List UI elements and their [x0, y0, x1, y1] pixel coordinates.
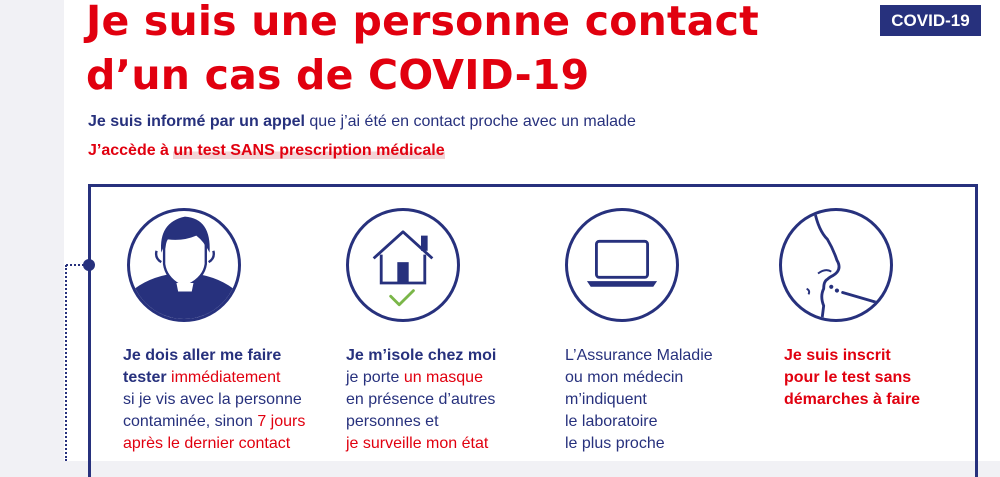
- caption-line: [123, 345, 305, 367]
- covid-badge: COVID-19: [880, 5, 981, 36]
- caption-line: [346, 389, 496, 411]
- caption-line: [123, 389, 305, 411]
- swab-dot: [829, 285, 833, 289]
- connector-dot: [83, 259, 95, 271]
- laptop-icon: [565, 208, 679, 322]
- person-neck: [175, 283, 194, 292]
- person-ear-right: [209, 251, 214, 262]
- caption-line: ou mon médecin: [565, 369, 684, 386]
- laptop-illustration: [568, 211, 676, 319]
- house-illustration: [349, 211, 457, 319]
- access-text: [88, 142, 445, 160]
- caption-text: contaminée, sinon: [123, 413, 258, 430]
- intro-rest: que j’ai été en contact proche avec un malade: [304, 113, 636, 130]
- house-icon: [346, 208, 460, 322]
- caption-text: je porte: [346, 369, 404, 386]
- step-caption-test: [123, 345, 305, 455]
- nose-swab-illustration: [782, 211, 890, 319]
- step-caption-isolate: [346, 345, 496, 455]
- person-illustration: [130, 211, 238, 319]
- title-line-2: d’un cas de COVID-19: [86, 51, 590, 99]
- caption-line: [346, 411, 496, 433]
- caption-line: Je suis inscrit: [784, 347, 891, 364]
- caption-line: le plus proche: [565, 435, 665, 452]
- laptop-base: [587, 281, 657, 287]
- green-check-icon: [391, 291, 414, 305]
- person-ear-left: [156, 251, 161, 262]
- laptop-screen: [596, 241, 647, 277]
- title-line-1: Je suis une personne contact: [86, 0, 759, 45]
- house-chimney: [421, 236, 428, 251]
- connector-line-vertical: [65, 265, 67, 461]
- caption-line: [123, 433, 305, 455]
- face-profile: [814, 211, 839, 319]
- person-icon: [127, 208, 241, 322]
- step-caption-laboratory: [565, 345, 713, 455]
- caption-text: si je vis avec la personne: [123, 391, 302, 408]
- caption-line: démarches à faire: [784, 391, 921, 408]
- page-title: [86, 0, 759, 102]
- caption-red: immédiatement: [171, 369, 281, 386]
- caption-bold: Je dois aller me faire: [123, 347, 282, 364]
- caption-bold: Je m’isole chez moi: [346, 347, 497, 364]
- caption-line: [346, 367, 496, 389]
- caption-text: personnes et: [346, 413, 439, 430]
- lips: [807, 289, 810, 295]
- caption-line: [346, 345, 496, 367]
- caption-red: un masque: [403, 369, 483, 386]
- caption-line: L’Assurance Maladie: [565, 347, 713, 364]
- nostril: [818, 270, 831, 273]
- caption-red: je surveille mon état: [346, 435, 489, 452]
- nose-swab-icon: [779, 208, 893, 322]
- step-caption-registered: [784, 345, 920, 411]
- caption-line: [346, 433, 496, 455]
- caption-line: le laboratoire: [565, 413, 658, 430]
- caption-line: m’indiquent: [565, 391, 647, 408]
- access-highlight: un test SANS prescription médicale: [173, 142, 445, 159]
- caption-red: 7 jours: [257, 413, 306, 430]
- intro-bold: Je suis informé par un appel: [88, 113, 305, 130]
- caption-text: en présence d’autres: [346, 391, 496, 408]
- caption-bold: tester: [123, 369, 172, 386]
- caption-line: [123, 367, 305, 389]
- access-pre: J’accède à: [88, 142, 174, 159]
- caption-line: pour le test sans: [784, 369, 912, 386]
- caption-red: après le dernier contact: [123, 435, 291, 452]
- intro-text: [88, 113, 636, 131]
- caption-line: [123, 411, 305, 433]
- swab-dot: [835, 288, 839, 292]
- house-door: [397, 262, 408, 283]
